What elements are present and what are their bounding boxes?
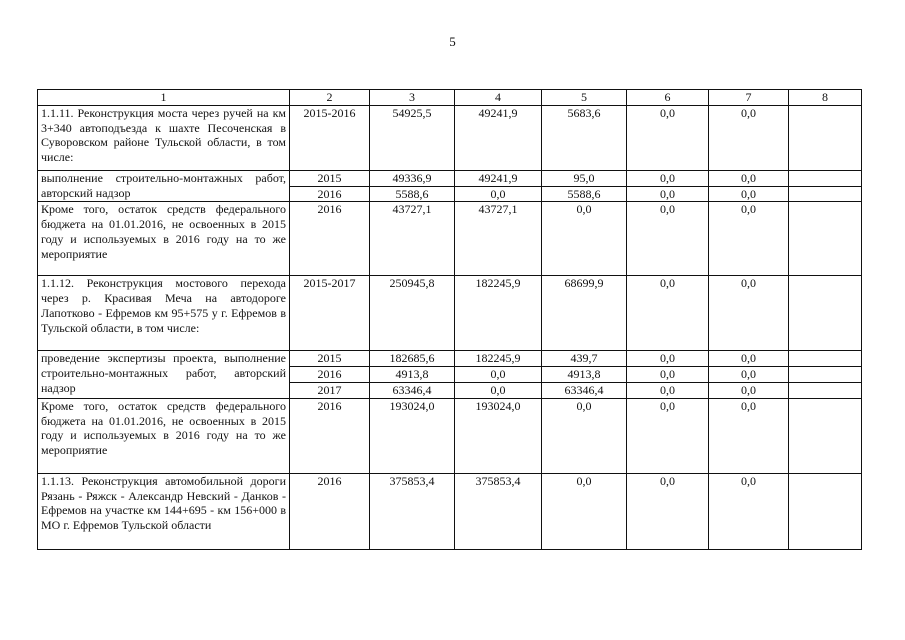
value-cell: 0,0 xyxy=(709,351,789,367)
table-header xyxy=(38,90,862,106)
value-cell: 0,0 xyxy=(627,398,709,473)
item-description: 1.1.12. Реконструкция мостового перехода через р. Красивая Меча на автодороге Лапотково - Ефремов км 95+575 у г. Ефремов в Тульской области, в том числе: xyxy=(38,276,290,351)
value-cell xyxy=(789,351,862,367)
value-cell: 95,0 xyxy=(542,171,627,187)
value-cell: 182245,9 xyxy=(455,276,542,351)
value-cell: 182685,6 xyxy=(370,351,455,367)
value-cell xyxy=(789,106,862,171)
column-header: 7 xyxy=(709,90,789,106)
value-cell: 0,0 xyxy=(627,351,709,367)
value-cell: 0,0 xyxy=(627,473,709,549)
column-header: 1 xyxy=(38,90,290,106)
item-description: Кроме того, остаток средств федерального бюджета на 01.01.2016, не освоенных в 2015 году и используемых в 2016 году на то же мероприятие xyxy=(38,398,290,473)
value-cell: 5588,6 xyxy=(542,186,627,202)
table-row xyxy=(38,351,862,367)
year-cell: 2015 xyxy=(290,171,370,187)
value-cell: 0,0 xyxy=(542,473,627,549)
value-cell: 5588,6 xyxy=(370,186,455,202)
column-header: 6 xyxy=(627,90,709,106)
value-cell: 0,0 xyxy=(627,202,709,276)
value-cell: 193024,0 xyxy=(370,398,455,473)
value-cell: 375853,4 xyxy=(370,473,455,549)
value-cell: 0,0 xyxy=(627,383,709,399)
value-cell: 54925,5 xyxy=(370,106,455,171)
value-cell xyxy=(789,202,862,276)
value-cell xyxy=(789,473,862,549)
table-row xyxy=(38,202,862,276)
year-cell: 2016 xyxy=(290,473,370,549)
item-description: проведение экспертизы проекта, выполнение строительно-монтажных работ, авторский надзор xyxy=(38,351,290,398)
year-cell: 2016 xyxy=(290,398,370,473)
year-cell: 2016 xyxy=(290,367,370,383)
year-cell: 2016 xyxy=(290,186,370,202)
item-description: Кроме того, остаток средств федерального бюджета на 01.01.2016, не освоенных в 2015 году и используемых в 2016 году на то же мероприятие xyxy=(38,202,290,276)
value-cell: 68699,9 xyxy=(542,276,627,351)
column-header: 2 xyxy=(290,90,370,106)
value-cell: 0,0 xyxy=(709,186,789,202)
year-cell: 2015-2017 xyxy=(290,276,370,351)
item-description: 1.1.11. Реконструкция моста через ручей на км 3+340 автоподъезда к шахте Песоченская в Суворовском районе Тульской области, в том числе: xyxy=(38,106,290,171)
column-header: 3 xyxy=(370,90,455,106)
value-cell: 49336,9 xyxy=(370,171,455,187)
value-cell: 0,0 xyxy=(627,186,709,202)
value-cell: 0,0 xyxy=(455,383,542,399)
page-number: 5 xyxy=(449,34,456,49)
value-cell: 63346,4 xyxy=(542,383,627,399)
value-cell xyxy=(789,383,862,399)
value-cell: 0,0 xyxy=(709,276,789,351)
column-header: 5 xyxy=(542,90,627,106)
column-header: 8 xyxy=(789,90,862,106)
value-cell: 49241,9 xyxy=(455,171,542,187)
value-cell: 0,0 xyxy=(709,367,789,383)
value-cell: 0,0 xyxy=(709,171,789,187)
value-cell: 0,0 xyxy=(455,186,542,202)
value-cell: 439,7 xyxy=(542,351,627,367)
value-cell xyxy=(789,398,862,473)
value-cell: 0,0 xyxy=(709,383,789,399)
value-cell: 0,0 xyxy=(709,398,789,473)
value-cell: 0,0 xyxy=(709,106,789,171)
item-description: выполнение строительно-монтажных работ, авторский надзор xyxy=(38,171,290,202)
value-cell: 182245,9 xyxy=(455,351,542,367)
year-cell: 2016 xyxy=(290,202,370,276)
value-cell: 0,0 xyxy=(627,367,709,383)
value-cell xyxy=(789,186,862,202)
column-header: 4 xyxy=(455,90,542,106)
value-cell: 63346,4 xyxy=(370,383,455,399)
table-row xyxy=(38,473,862,549)
table-row xyxy=(38,171,862,187)
item-description: 1.1.13. Реконструкция автомобильной дороги Рязань - Ряжск - Александр Невский - Данков - Ефремов на участке км 144+695 - км 156+000 в МО г. Ефремов Тульской области xyxy=(38,473,290,549)
value-cell: 43727,1 xyxy=(370,202,455,276)
table-row xyxy=(38,276,862,351)
year-cell: 2015-2016 xyxy=(290,106,370,171)
value-cell: 0,0 xyxy=(455,367,542,383)
value-cell: 0,0 xyxy=(542,398,627,473)
value-cell: 0,0 xyxy=(627,106,709,171)
value-cell: 0,0 xyxy=(709,202,789,276)
header-row xyxy=(38,90,862,106)
value-cell xyxy=(789,171,862,187)
value-cell: 4913,8 xyxy=(370,367,455,383)
value-cell: 375853,4 xyxy=(455,473,542,549)
year-cell: 2015 xyxy=(290,351,370,367)
value-cell: 43727,1 xyxy=(455,202,542,276)
value-cell: 4913,8 xyxy=(542,367,627,383)
value-cell: 250945,8 xyxy=(370,276,455,351)
value-cell: 0,0 xyxy=(627,171,709,187)
table-row xyxy=(38,398,862,473)
value-cell: 0,0 xyxy=(709,473,789,549)
budget-table xyxy=(37,89,862,550)
value-cell: 193024,0 xyxy=(455,398,542,473)
value-cell: 5683,6 xyxy=(542,106,627,171)
value-cell: 49241,9 xyxy=(455,106,542,171)
value-cell: 0,0 xyxy=(542,202,627,276)
value-cell: 0,0 xyxy=(627,276,709,351)
year-cell: 2017 xyxy=(290,383,370,399)
value-cell xyxy=(789,367,862,383)
value-cell xyxy=(789,276,862,351)
table-row xyxy=(38,106,862,171)
